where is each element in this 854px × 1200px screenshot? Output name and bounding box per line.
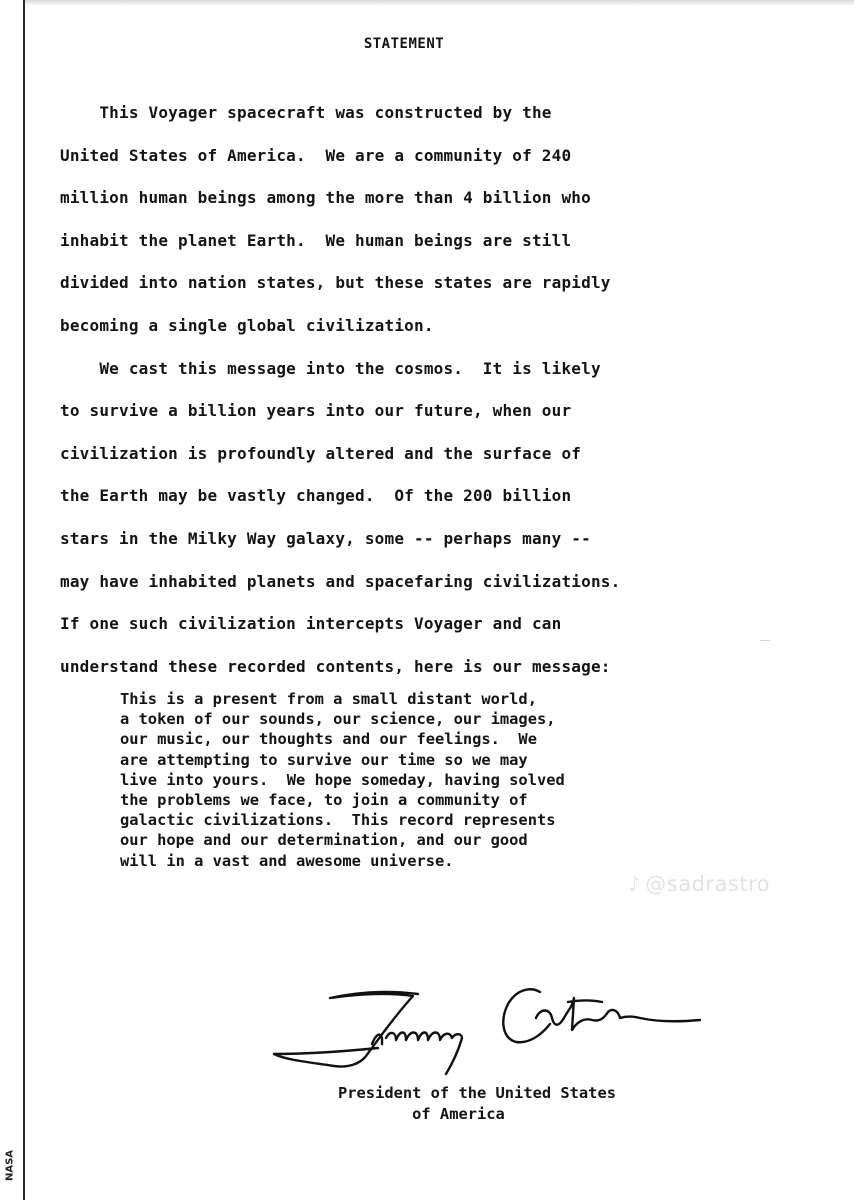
paragraph-2-line: stars in the Milky Way galaxy, some -- perhaps many -- [60, 528, 591, 548]
handwritten-signature [268, 978, 708, 1092]
message-line: This is a present from a small distant world, [120, 690, 537, 708]
signature-title-line: President of the United States [338, 1084, 616, 1102]
page-left-border [23, 0, 25, 1200]
paragraph-1-line: inhabit the planet Earth. We human beings are still [60, 230, 572, 250]
paragraph-2-line: understand these recorded contents, here is our message: [60, 656, 611, 676]
message-line: will in a vast and awesome universe. [120, 851, 454, 870]
message-line: a token of our sounds, our science, our images, [120, 710, 556, 729]
page-top-edge [23, 0, 854, 6]
signature-title-line: of America [338, 1105, 505, 1123]
paragraph-2-line: civilization is profoundly altered and the surface of [60, 443, 582, 463]
message-line: our hope and our determination, and our good [120, 831, 528, 850]
paragraph-1-line: This Voyager spacecraft was constructed by the [60, 103, 552, 122]
statement-body [60, 92, 800, 688]
document-title: STATEMENT [363, 36, 445, 52]
watermark [628, 872, 770, 896]
credit-label: NASA [4, 1149, 16, 1182]
message-line: are attempting to survive our time so we may [120, 750, 528, 769]
message-line: live into yours. We hope someday, having solved [120, 770, 565, 789]
message-line: galactic civilizations. This record represents [120, 811, 556, 830]
message-line: the problems we face, to join a community of [120, 791, 528, 810]
watermark-text: @sadrastro [645, 872, 771, 896]
paragraph-1-line: United States of America. We are a community of 240 [60, 145, 572, 165]
voyager-message-block [120, 689, 760, 871]
paragraph-1-line: becoming a single global civilization. [60, 315, 434, 335]
message-line: our music, our thoughts and our feelings. We [120, 730, 537, 749]
paragraph-2-line: to survive a billion years into our future, when our [60, 401, 572, 421]
paragraph-2-line: the Earth may be vastly changed. Of the 200 billion [60, 486, 572, 506]
paragraph-1-line: million human beings among the more than 4 billion who [60, 188, 591, 208]
paragraph-2-line: We cast this message into the cosmos. It is likely [60, 358, 601, 378]
music-note-icon: ♪ [628, 872, 642, 896]
paragraph-1-line: divided into nation states, but these states are rapidly [60, 273, 611, 293]
signature-title [338, 1083, 616, 1125]
paragraph-2-line: may have inhabited planets and spacefaring civilizations. [60, 571, 621, 591]
paragraph-2-line: If one such civilization intercepts Voyager and can [60, 614, 562, 634]
paper-speck [760, 640, 770, 641]
signature-drawing [268, 978, 708, 1088]
